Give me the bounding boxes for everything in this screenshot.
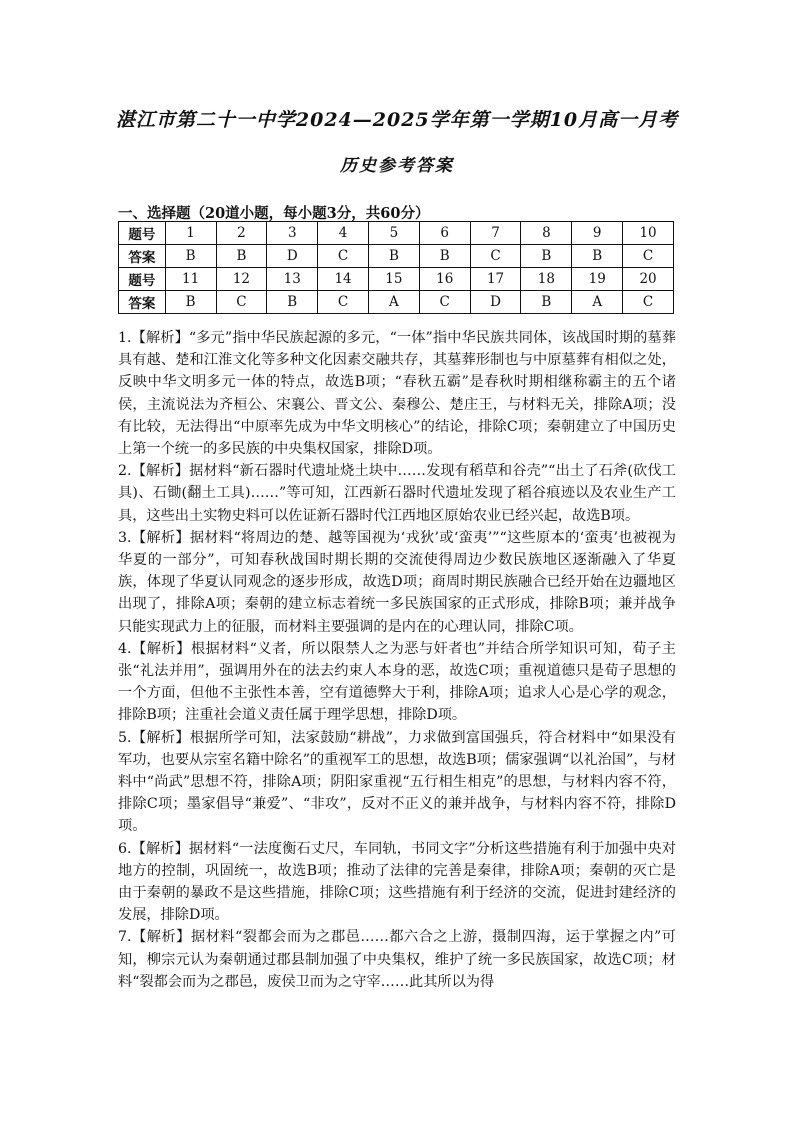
answer-cell: C [318,291,369,314]
page-title: 湛江市第二十一中学2024—2025学年第一学期10月高一月考 [115,109,679,131]
answer-cell: B [419,245,470,268]
answer-cell: B [521,245,572,268]
answer-table-row [119,291,674,314]
question-number: 7 [470,222,521,245]
question-number: 17 [470,268,521,291]
answer-cell: B [521,291,572,314]
explanations [118,327,676,993]
question-number: 2 [216,222,267,245]
table-row-label: 答案 [119,245,166,268]
answer-cell: C [623,291,674,314]
question-number: 9 [572,222,623,245]
answer-table-row [119,222,674,245]
question-number: 19 [572,268,623,291]
question-number: 3 [267,222,318,245]
question-number: 20 [623,268,674,291]
section-heading: 一、选择题（20道小题，每小题3分，共60分） [118,205,430,222]
question-number: 16 [419,268,470,291]
question-number: 13 [267,268,318,291]
question-number: 6 [419,222,470,245]
answer-cell: D [267,245,318,268]
answer-cell: A [368,291,419,314]
answer-cell: A [572,291,623,314]
table-row-label: 题号 [119,222,166,245]
answer-cell: B [572,245,623,268]
question-number: 1 [165,222,216,245]
explanation-paragraph: 1.【解析】“多元”指中华民族起源的多元，“一体”指中华民族共同体，该战国时期的墓葬具有越、楚和江淮文化等多种文化因素交融共存，其墓葬形制也与中原墓葬有相似之处，反映中华文明多元一体的特点，故选B项；“春秋五霸”是春秋时期相继称霸主的五个诸侯，主流说法为齐桓公、宋襄公、晋文公、秦穆公、楚庄王，与材料无关，排除A项；没有比较，无法得出“中原率先成为中华文明核心”的结论，排除C项；秦朝建立了中国历史上第一个统一的多民族的中央集权国家，排除D项。 [118,330,676,458]
table-row-label: 题号 [119,268,166,291]
explanation-paragraph: 5.【解析】根据所学可知，法家鼓励“耕战”，力求做到富国强兵，符合材料中“如果没有军功，也要从宗室名籍中除名”的重视军工的思想，故选B项；儒家强调“以礼治国”，与材料中“尚武”思想不符，排除A项；阴阳家重视“五行相生相克”的思想，与材料内容不符，排除C项；墨家倡导“兼爱”、“非攻”，反对不正义的兼并战争，与材料内容不符，排除D项。 [118,729,676,835]
answer-cell: C [216,291,267,314]
answer-cell: B [267,291,318,314]
answer-table-row [119,245,674,268]
answer-table [118,221,674,314]
question-number: 15 [368,268,419,291]
answer-cell: B [165,245,216,268]
explanation-paragraph: 6.【解析】据材料“一法度衡石丈尺，车同轨，书同文字”分析这些措施有利于加强中央对地方的控制，巩固统一，故选B项；推动了法律的完善是秦律，排除A项；秦朝的灭亡是由于秦朝的暴政不是这些措施，排除C项；这些措施有利于经济的交流，促进封建经济的发展，排除D项。 [118,840,676,924]
answer-cell: C [318,245,369,268]
question-number: 12 [216,268,267,291]
question-number: 8 [521,222,572,245]
answer-cell: C [623,245,674,268]
page-subtitle: 历史参考答案 [340,156,454,176]
answer-table-row [119,268,674,291]
question-number: 5 [368,222,419,245]
answer-cell: B [368,245,419,268]
question-number: 14 [318,268,369,291]
answer-cell: D [470,291,521,314]
question-number: 18 [521,268,572,291]
question-number: 10 [623,222,674,245]
explanation-paragraph: 3.【解析】据材料“将周边的楚、越等国视为‘戎狄’或‘蛮夷’”“这些原本的‘蛮夷’也被视为华夏的一部分”，可知春秋战国时期长期的交流使得周边少数民族地区逐渐融入了华夏族，体现了华夏认同观念的逐步形成，故选D项；商周时期民族融合已经开始在边疆地区出现了，排除A项；秦朝的建立标志着统一多民族国家的正式形成，排除B项；兼并战争只能实现武力上的征服，而材料主要强调的是内在的心理认同，排除C项。 [118,529,676,635]
answer-cell: B [165,291,216,314]
question-number: 11 [165,268,216,291]
table-row-label: 答案 [119,291,166,314]
answer-cell: B [216,245,267,268]
question-number: 4 [318,222,369,245]
explanation-paragraph: 4.【解析】根据材料“义者，所以限禁人之为恶与奸者也”并结合所学知识可知，荀子主张“礼法并用”，强调用外在的法去约束人本身的恶，故选C项；重视道德只是荀子思想的一个方面，但他不主张性本善，空有道德弊大于利，排除A项；追求人心是心学的观念，排除B项；注重社会道义责任属于理学思想，排除D项。 [118,640,676,724]
answer-cell: C [470,245,521,268]
explanation-paragraph: 7.【解析】据材料“裂都会而为之郡邑……都六合之上游，摄制四海，运于掌握之内”可知，柳宗元认为秦朝通过郡县制加强了中央集权，维护了统一多民族国家，故选C项；材料“裂都会而为之郡邑，废侯卫而为之守宰……此其所以为得 [118,929,676,990]
answer-cell: C [419,291,470,314]
explanation-paragraph: 2.【解析】据材料“新石器时代遗址烧土块中……发现有稻草和谷壳”“出土了石斧(砍伐工具)、石锄(翻土工具)……”等可知，江西新石器时代遗址发现了稻谷痕迹以及农业生产工具，这些出土实物史料可以佐证新石器时代江西地区原始农业已经兴起，故选B项。 [118,463,676,524]
